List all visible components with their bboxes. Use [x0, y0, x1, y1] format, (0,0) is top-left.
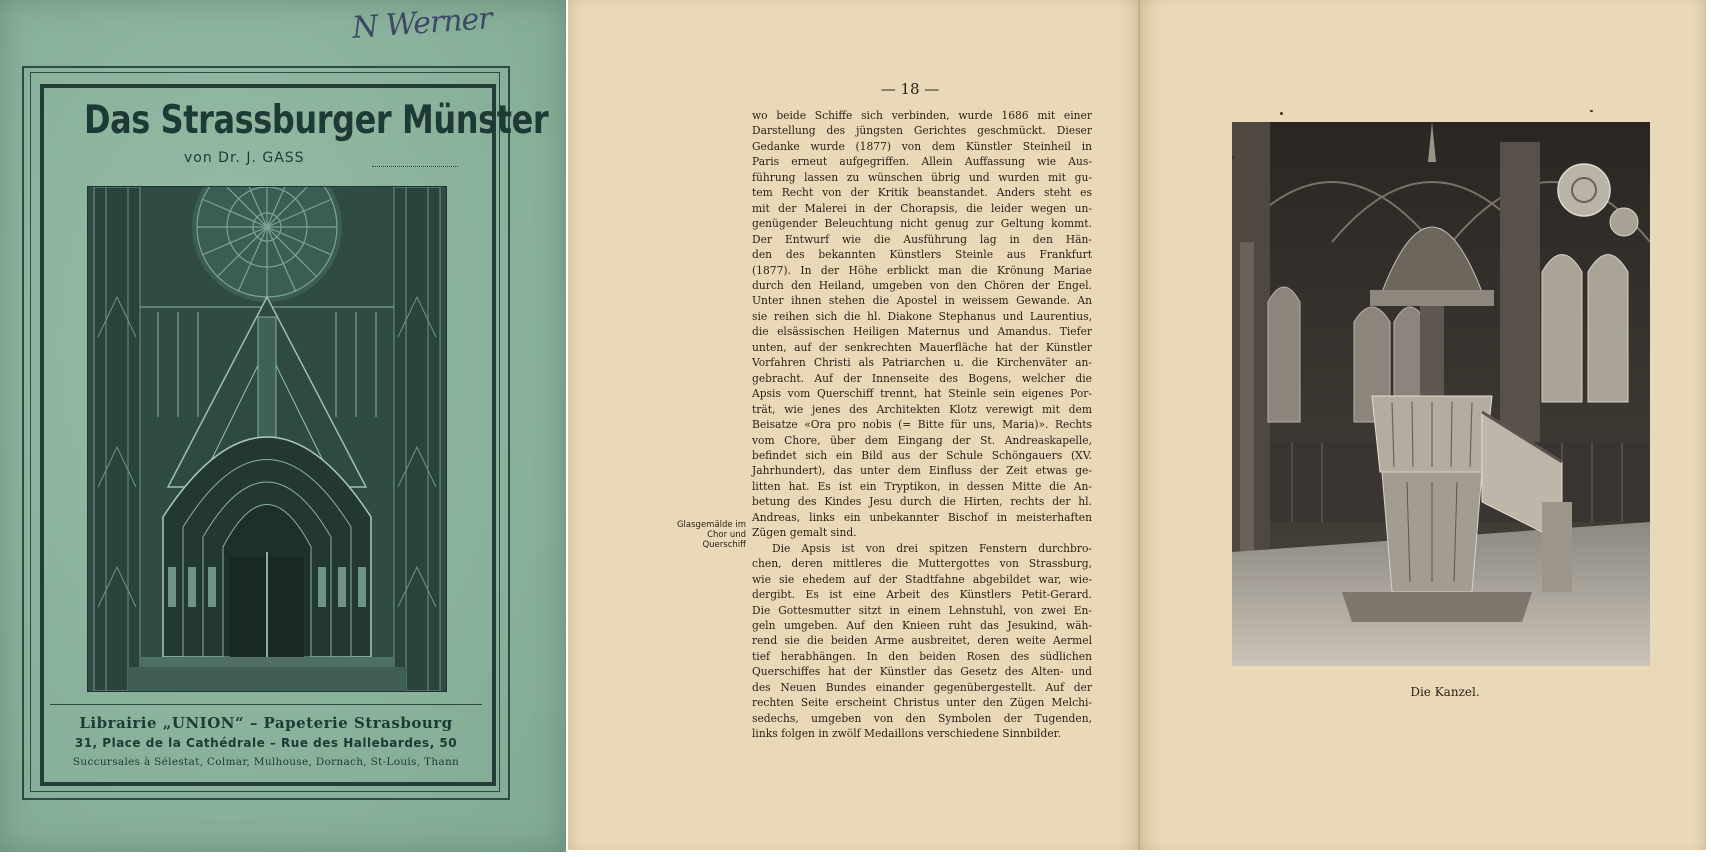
pulpit-photograph [1232, 122, 1650, 666]
text-line: Der Entwurf wie die Ausführung lag in den Hän- [752, 232, 1092, 246]
text-line: Beisatze «Ora pro nobis (= Bitte für uns, Maria)». Rechts [752, 418, 1092, 432]
text-line: Jahrhundert), das unter dem Einfluss der Zeit etwas ge- [752, 464, 1092, 478]
text-line: durch den Heiland, umgeben von den Chören der Engel. [752, 278, 1092, 292]
margin-note: Glasgemälde im Chor und Querschiff [676, 520, 746, 550]
pulpit-illustration [1232, 122, 1650, 666]
text-line: wo beide Schiffe sich verbinden, wurde 1686 mit einer [752, 109, 1092, 122]
paragraph-2 [752, 541, 1092, 742]
text-line: Apsis vom Querschiff trennt, hat Steinle sein eigenes Por- [752, 387, 1092, 401]
text-line: vom Chore, über dem Eingang der St. Andreaskapelle, [752, 433, 1092, 447]
handwritten-signature: N Werner [350, 1, 493, 46]
text-line: dergibt. Es ist eine Arbeit des Künstlers Petit-Gerard. [752, 588, 1092, 602]
page-number: — 18 — [880, 80, 940, 98]
paragraph-1 [752, 108, 1092, 541]
publisher-address: 31, Place de la Cathédrale – Rue des Hallebardes, 50 [74, 736, 458, 750]
body-text [752, 108, 1092, 742]
text-line: chen, deren mittleres die Muttergottes von Strassburg, [752, 557, 1092, 571]
text-line: gebracht. Auf der Innenseite des Bogens, welcher die [752, 371, 1092, 385]
text-line: Die Apsis ist von drei spitzen Fenstern durchbro- [772, 541, 1092, 555]
publisher-branches: Succursales à Sélestat, Colmar, Mulhouse, Dornach, St-Louis, Thann [72, 756, 460, 768]
paper-speck [1280, 112, 1283, 115]
text-line: Die Gottesmutter sitzt in einem Lehnstuhl, von zwei En- [752, 603, 1092, 617]
text-line: tief herabhängen. In den beiden Rosen des südlichen [752, 649, 1092, 663]
text-line: Gedanke wurde (1877) von dem Künstler Steinheil in [752, 139, 1092, 153]
text-line: sedechs, umgeben von den Symbolen der Tugenden, [752, 711, 1092, 725]
text-line: trät, wie jenes des Architekten Klotz verewigt mit dem [752, 402, 1092, 416]
text-line: tem Recht von der Kritik beanstandet. Anders steht es [752, 186, 1092, 200]
text-line: rechten Seite erscheint Christus unter den Zügen Melchi- [752, 696, 1092, 710]
booklet-cover [0, 0, 566, 852]
text-line: geln umgeben. Auf den Knieen ruht das Jesukind, wäh- [752, 618, 1092, 632]
text-line: den des bekannten Künstlers Steinle aus Frankfurt [752, 248, 1092, 262]
cathedral-facade-illustration [88, 187, 446, 691]
text-line: des Neuen Bundes einander gegenübergestellt. Auf der [752, 680, 1092, 694]
text-line: wie sie ehedem auf der Stadtfahne abgebildet war, wie- [752, 572, 1092, 586]
publisher-line: Librairie „UNION“ – Papeterie Strasbourg [79, 714, 453, 732]
text-line: mit der Malerei in der Chorapsis, die leider wegen un- [752, 201, 1092, 215]
publisher-divider [50, 704, 482, 705]
author-dotted-rule [372, 166, 458, 167]
text-line: Querschiffes hat der Künstler das Gesetz des Alten- und [752, 665, 1092, 679]
cathedral-facade-image [87, 186, 447, 692]
text-line: sie reihen sich die hl. Diakone Stephanus und Laurentius, [752, 309, 1092, 323]
text-line: Darstellung des jüngsten Gerichtes geschmückt. Dieser [752, 124, 1092, 138]
text-line: genügender Beleuchtung nicht genug zur Geltung kommt. [752, 217, 1092, 231]
text-line: führung lassen zu wünschen übrig und wurden mit gu- [752, 170, 1092, 184]
text-line: Vorfahren Christi als Patriarchen u. die Kirchenväter an- [752, 356, 1092, 370]
text-line: links folgen in zwölf Medaillons verschiedene Sinnbilder. [752, 727, 1061, 741]
paper-speck [1232, 156, 1234, 159]
text-line: Unter ihnen stehen die Apostel in weissem Gewande. An [752, 294, 1092, 308]
text-line: (1877). In der Höhe erblickt man die Krönung Mariae [752, 263, 1092, 277]
text-line: Zügen gemalt sind. [752, 526, 857, 540]
cover-title: Das Strassburger Münster [83, 98, 549, 143]
text-line: Paris erneut aufgegriffen. Allein Auffassung wie Aus- [752, 155, 1092, 169]
text-line: rend sie die beiden Arme ausbreitet, deren weite Aermel [752, 634, 1092, 648]
text-line: unten, auf der senkrechten Mauerfläche hat der Künstler [752, 340, 1092, 354]
paper-speck [1590, 110, 1593, 112]
figure-caption: Die Kanzel. [1410, 685, 1480, 699]
text-line: befindet sich ein Bild aus der Schule Schöngauers (XV. [752, 448, 1092, 462]
cover-author: von Dr. J. GASS [184, 150, 305, 166]
text-line: die elsässischen Heiligen Maternus und Amandus. Tiefer [752, 325, 1092, 339]
text-line: litten hat. Es ist ein Tryptikon, in dessen Mitte die An- [752, 479, 1092, 493]
text-line: Andreas, links ein unbekannter Bischof in meisterhaften [752, 510, 1092, 524]
text-line: betung des Kindes Jesu durch die Hirten, rechts der hl. [752, 495, 1092, 509]
